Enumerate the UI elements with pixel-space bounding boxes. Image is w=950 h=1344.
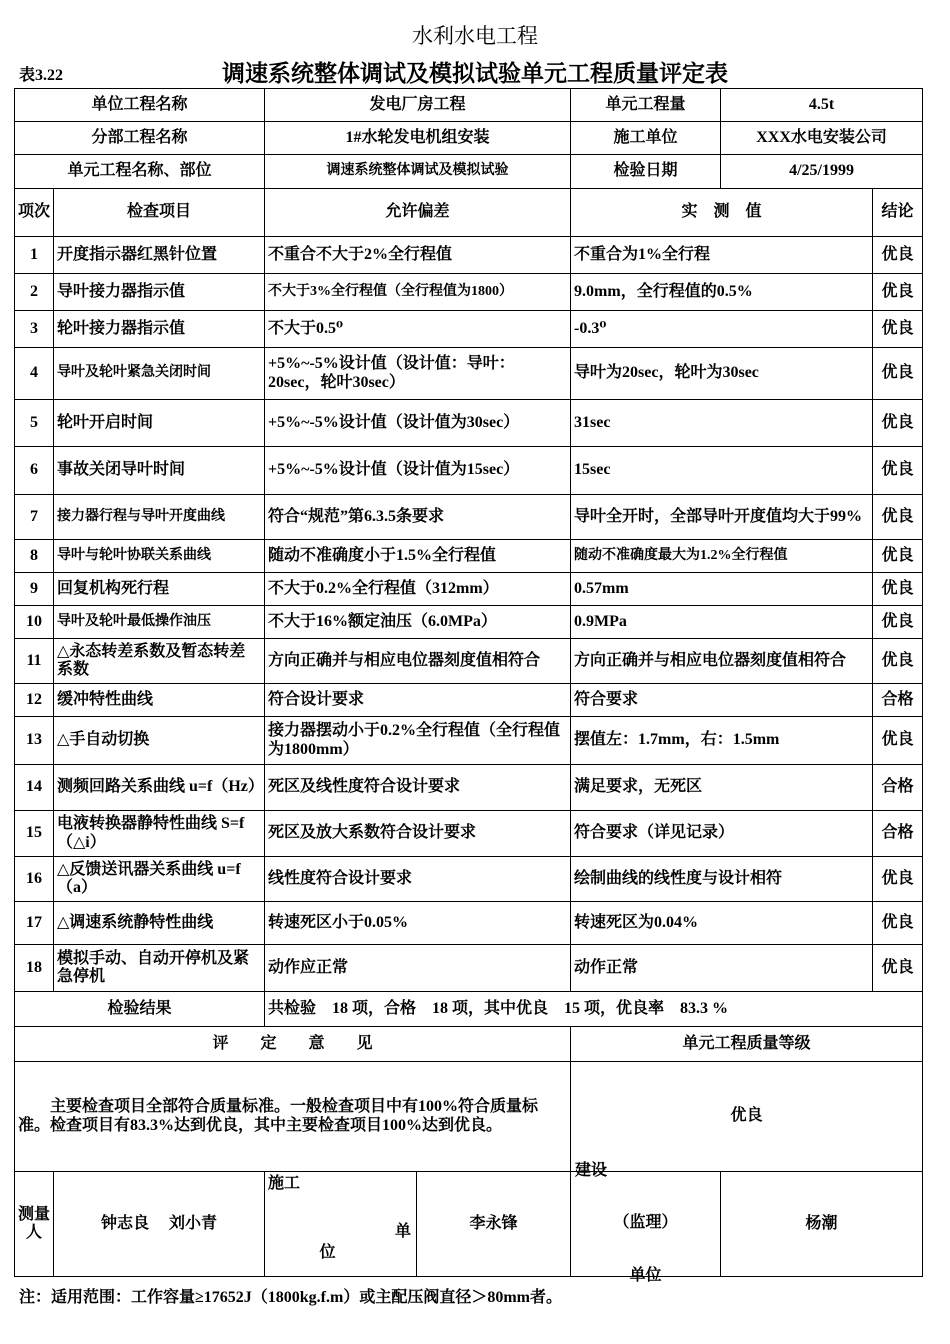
row-result: 合格 xyxy=(873,684,923,717)
row-tolerance: 线性度符合设计要求 xyxy=(265,857,571,902)
builder-label-mid: （监理） xyxy=(613,1214,678,1231)
row-tolerance: 动作应正常 xyxy=(265,945,571,992)
contractor-label-2: 单 xyxy=(395,1223,412,1241)
row-item: 轮叶开启时间 xyxy=(54,400,265,447)
row-item: △调速系统静特性曲线 xyxy=(54,902,265,945)
row-measured: 符合要求（详见记录） xyxy=(571,811,873,857)
grade-label: 单元工程质量等级 xyxy=(571,1027,923,1062)
row-tolerance: 符合“规范”第6.3.5条要求 xyxy=(265,495,571,540)
row-tolerance: 不大于3%全行程值（全行程值为1800） xyxy=(265,274,571,311)
row-item: 事故关闭导叶时间 xyxy=(54,447,265,495)
row-measured: 导叶全开时，全部导叶开度值均大于99% xyxy=(571,495,873,540)
row-result: 优良 xyxy=(873,945,923,992)
table-row xyxy=(15,447,923,495)
row-item: 回复机构死行程 xyxy=(54,573,265,606)
table-row xyxy=(15,573,923,606)
summary-text: 共检验 18 项，合格 18 项，其中优良 15 项，优良率 83.3 % xyxy=(265,992,923,1027)
sub-project-label: 分部工程名称 xyxy=(15,122,265,155)
row-no: 15 xyxy=(15,811,54,857)
row-no: 7 xyxy=(15,495,54,540)
quantity-value: 4.5t xyxy=(721,89,923,122)
row-no: 4 xyxy=(15,348,54,400)
row-tolerance: 死区及线性度符合设计要求 xyxy=(265,765,571,811)
table-row xyxy=(15,684,923,717)
info-row-element xyxy=(15,155,923,189)
row-tolerance: 随动不准确度小于1.5%全行程值 xyxy=(265,540,571,573)
evaluation-header-row xyxy=(15,1027,923,1062)
row-no: 16 xyxy=(15,857,54,902)
opinion-label: 评 定 意 见 xyxy=(15,1027,571,1062)
row-item: 导叶接力器指示值 xyxy=(54,274,265,311)
row-result: 优良 xyxy=(873,311,923,348)
row-item: 导叶及轮叶最低操作油压 xyxy=(54,606,265,639)
row-result: 优良 xyxy=(873,274,923,311)
row-measured: 符合要求 xyxy=(571,684,873,717)
row-no: 6 xyxy=(15,447,54,495)
row-measured: 0.9MPa xyxy=(571,606,873,639)
evaluation-body-row xyxy=(15,1062,923,1172)
table-row xyxy=(15,902,923,945)
row-no: 17 xyxy=(15,902,54,945)
contractor-label-1: 施工 xyxy=(268,1175,301,1192)
row-measured: 0.57mm xyxy=(571,573,873,606)
row-item: 轮叶接力器指示值 xyxy=(54,311,265,348)
unit-project-label: 单位工程名称 xyxy=(15,89,265,122)
row-no: 9 xyxy=(15,573,54,606)
row-no: 18 xyxy=(15,945,54,992)
row-no: 14 xyxy=(15,765,54,811)
col-item-header: 检查项目 xyxy=(54,189,265,237)
table-row xyxy=(15,811,923,857)
row-no: 13 xyxy=(15,717,54,765)
row-result: 优良 xyxy=(873,237,923,274)
table-row xyxy=(15,717,923,765)
row-result: 优良 xyxy=(873,573,923,606)
row-measured: 不重合为1%全行程 xyxy=(571,237,873,274)
row-item: △永态转差系数及暂态转差系数 xyxy=(54,639,265,684)
row-item: 模拟手动、自动开停机及紧急停机 xyxy=(54,945,265,992)
row-tolerance: 不重合不大于2%全行程值 xyxy=(265,237,571,274)
table-row xyxy=(15,348,923,400)
date-label: 检验日期 xyxy=(571,155,721,189)
table-row xyxy=(15,765,923,811)
summary-row xyxy=(15,992,923,1027)
info-row-unit xyxy=(15,89,923,122)
table-row xyxy=(15,857,923,902)
col-tolerance-header: 允许偏差 xyxy=(265,189,571,237)
row-measured: 动作正常 xyxy=(571,945,873,992)
opinion-text: 主要检查项目全部符合质量标准。一般检查项目中有100%符合质量标准。检查项目有83.3%达到优良，其中主要检查项目100%达到优良。 xyxy=(15,1062,571,1172)
row-tolerance: 不大于0.2%全行程值（312mm） xyxy=(265,573,571,606)
row-item: 电液转换器静特性曲线 S=f（△i） xyxy=(54,811,265,857)
row-item: 导叶与轮叶协联关系曲线 xyxy=(54,540,265,573)
row-item: △反馈送讯器关系曲线 u=f（a） xyxy=(54,857,265,902)
row-result: 合格 xyxy=(873,765,923,811)
row-item: 导叶及轮叶紧急关闭时间 xyxy=(54,348,265,400)
row-tolerance: +5%~-5%设计值（设计值：导叶：20sec，轮叶30sec） xyxy=(265,348,571,400)
row-result: 优良 xyxy=(873,495,923,540)
document-org-heading: 水利水电工程 xyxy=(412,24,538,48)
element-label: 单元工程名称、部位 xyxy=(15,155,265,189)
col-result-header: 结论 xyxy=(873,189,923,237)
table-row xyxy=(15,945,923,992)
row-measured: 绘制曲线的线性度与设计相符 xyxy=(571,857,873,902)
row-tolerance: 转速死区小于0.05% xyxy=(265,902,571,945)
row-item: 缓冲特性曲线 xyxy=(54,684,265,717)
table-row xyxy=(15,311,923,348)
table-row xyxy=(15,639,923,684)
summary-label: 检验结果 xyxy=(15,992,265,1027)
row-measured: 15sec xyxy=(571,447,873,495)
row-result: 优良 xyxy=(873,400,923,447)
row-tolerance: 方向正确并与相应电位器刻度值相符合 xyxy=(265,639,571,684)
grade-value: 优良 xyxy=(571,1062,923,1172)
row-result: 优良 xyxy=(873,717,923,765)
row-result: 合格 xyxy=(873,811,923,857)
contractor-label-3: 位 xyxy=(319,1243,336,1261)
element-value: 调速系统整体调试及模拟试验 xyxy=(265,155,571,189)
row-tolerance: 接力器摆动小于0.2%全行程值（全行程值为1800mm） xyxy=(265,717,571,765)
row-result: 优良 xyxy=(873,348,923,400)
sub-project-value: 1#水轮发电机组安装 xyxy=(265,122,571,155)
row-tolerance: 不大于16%额定油压（6.0MPa） xyxy=(265,606,571,639)
column-header-row xyxy=(15,189,923,237)
surveyor-label: 测量人 xyxy=(15,1172,54,1277)
row-result: 优良 xyxy=(873,639,923,684)
builder-name: 杨潮 xyxy=(721,1172,923,1277)
row-no: 10 xyxy=(15,606,54,639)
info-row-sub xyxy=(15,122,923,155)
row-no: 11 xyxy=(15,639,54,684)
row-result: 优良 xyxy=(873,540,923,573)
row-no: 1 xyxy=(15,237,54,274)
row-tolerance: 符合设计要求 xyxy=(265,684,571,717)
row-tolerance: 不大于0.5⁰ xyxy=(265,311,571,348)
row-measured: 转速死区为0.04% xyxy=(571,902,873,945)
row-item: 测频回路关系曲线 u=f（Hz） xyxy=(54,765,265,811)
footer-note: 注：适用范围：工作容量≥17652J（1800kg.f.m）或主配压阀直径＞80mm者。 xyxy=(19,1289,562,1306)
builder-label-bot: 单位 xyxy=(629,1267,662,1284)
quantity-label: 单元工程量 xyxy=(571,89,721,122)
date-value: 4/25/1999 xyxy=(721,155,923,189)
table-row xyxy=(15,400,923,447)
row-tolerance: +5%~-5%设计值（设计值为30sec） xyxy=(265,400,571,447)
row-measured: 随动不准确度最大为1.2%全行程值 xyxy=(571,540,873,573)
col-measured-header: 实 测 值 xyxy=(571,189,873,237)
table-row xyxy=(15,540,923,573)
row-measured: -0.3⁰ xyxy=(571,311,873,348)
row-measured: 方向正确并与相应电位器刻度值相符合 xyxy=(571,639,873,684)
row-tolerance: 死区及放大系数符合设计要求 xyxy=(265,811,571,857)
row-no: 3 xyxy=(15,311,54,348)
table-number: 表3.22 xyxy=(19,67,64,84)
row-no: 5 xyxy=(15,400,54,447)
row-result: 优良 xyxy=(873,902,923,945)
row-no: 8 xyxy=(15,540,54,573)
col-no-header: 项次 xyxy=(15,189,54,237)
row-item: 接力器行程与导叶开度曲线 xyxy=(54,495,265,540)
unit-project-value: 发电厂房工程 xyxy=(265,89,571,122)
builder-sign-label xyxy=(571,1162,721,1284)
contractor-value: XXX水电安装公司 xyxy=(721,122,923,155)
table-row xyxy=(15,237,923,274)
quality-assessment-table xyxy=(14,88,923,1284)
row-measured: 摆值左：1.7mm，右：1.5mm xyxy=(571,717,873,765)
builder-label-top: 建设 xyxy=(575,1162,608,1179)
row-result: 优良 xyxy=(873,447,923,495)
contractor-label: 施工单位 xyxy=(571,122,721,155)
row-no: 12 xyxy=(15,684,54,717)
row-result: 优良 xyxy=(873,857,923,902)
signature-row xyxy=(15,1172,923,1277)
document-title: 调速系统整体调试及模拟试验单元工程质量评定表 xyxy=(222,61,728,86)
surveyor-names: 钟志良 刘小青 xyxy=(54,1172,265,1277)
row-result: 优良 xyxy=(873,606,923,639)
table-row xyxy=(15,495,923,540)
row-measured: 9.0mm，全行程值的0.5% xyxy=(571,274,873,311)
row-measured: 满足要求，无死区 xyxy=(571,765,873,811)
row-no: 2 xyxy=(15,274,54,311)
table-row xyxy=(15,274,923,311)
contractor-sign-label xyxy=(265,1172,417,1277)
table-row xyxy=(15,606,923,639)
row-tolerance: +5%~-5%设计值（设计值为15sec） xyxy=(265,447,571,495)
row-measured: 导叶为20sec，轮叶为30sec xyxy=(571,348,873,400)
row-item: 开度指示器红黑针位置 xyxy=(54,237,265,274)
row-item: △手自动切换 xyxy=(54,717,265,765)
row-measured: 31sec xyxy=(571,400,873,447)
contractor-name: 李永锋 xyxy=(417,1172,571,1277)
